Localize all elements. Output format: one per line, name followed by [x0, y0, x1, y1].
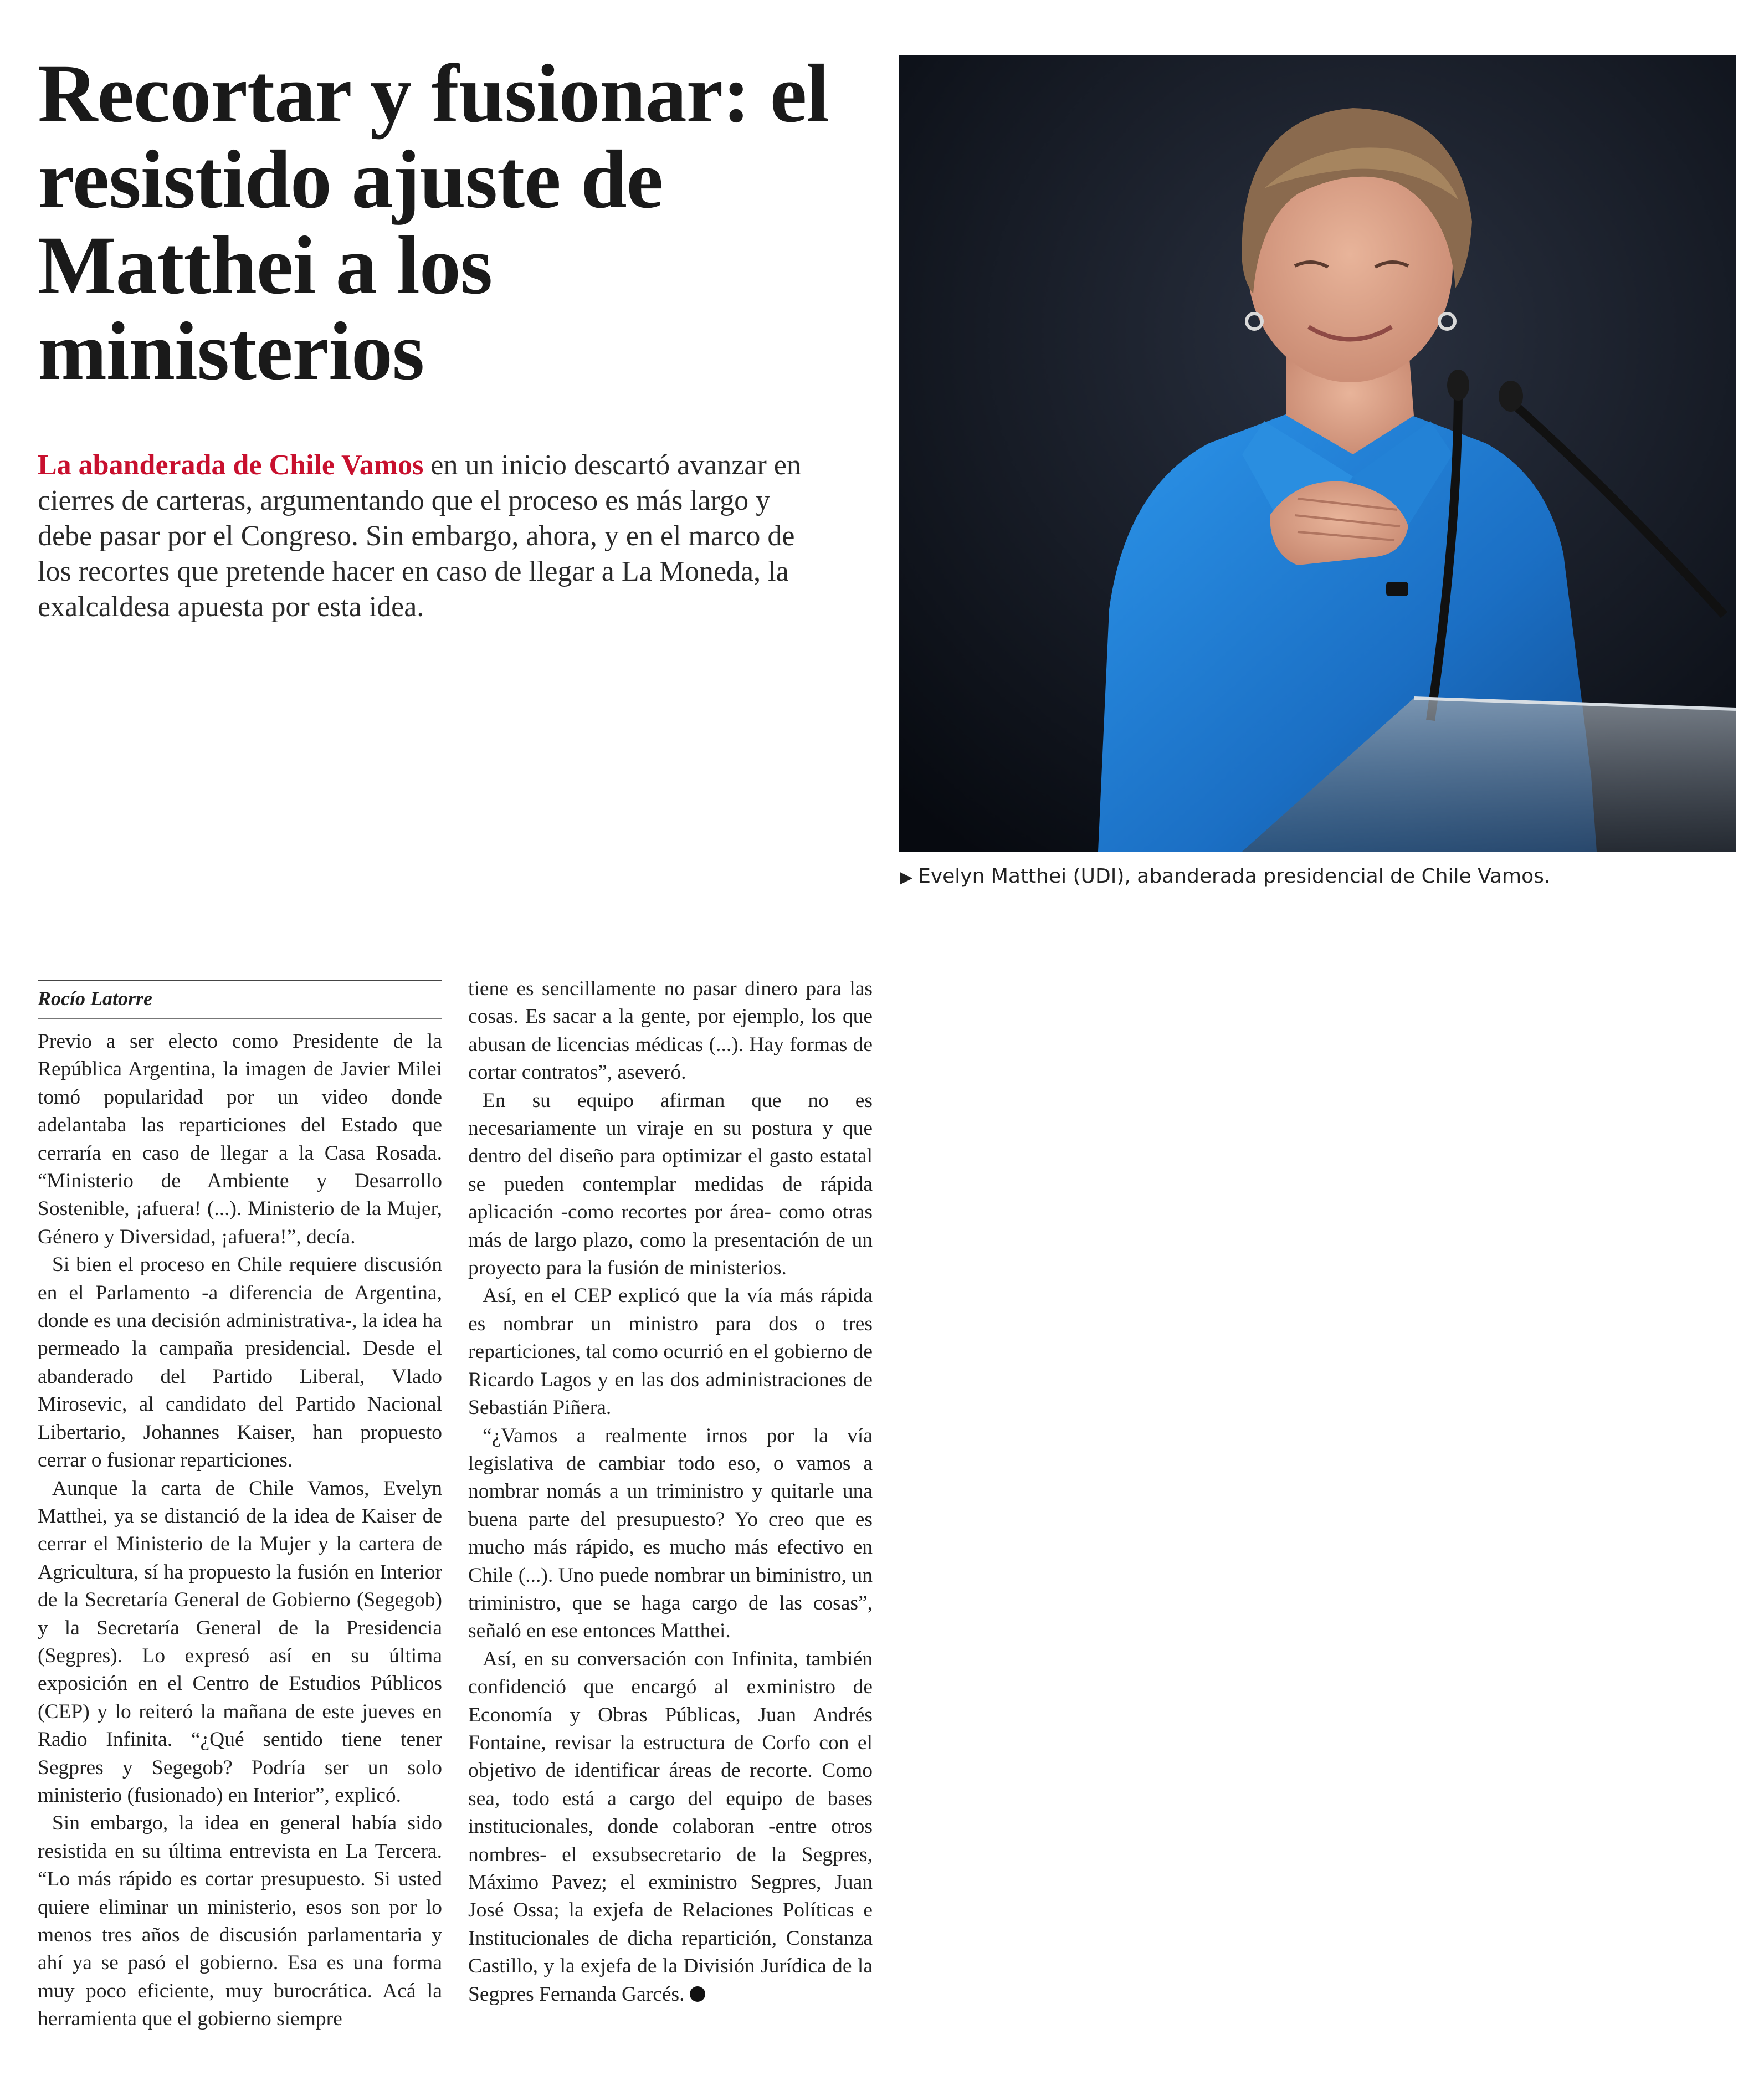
paragraph: “¿Vamos a realmente irnos por la vía legislativa de cambiar todo eso, o vamos a nombrar nomás a un triministro y quitarle una buena parte del presupuesto? Yo creo que es mucho más rápido, es mucho más efectivo en Chile (...). Uno puede nombrar un biministro, un triministro, que se haga cargo de las cosas”, señaló en ese entonces Matthei.	[468, 1424, 873, 1643]
deck-lead: La abanderada de Chile Vamos	[38, 449, 424, 481]
paragraph-text: Así, en su conversación con Infinita, también confidenció que encargó al exministro de Economía y Obras Públicas, Juan Andrés Fontaine, revisar la estructura de Corfo con el objetivo de identificar áreas de recorte. Como sea, todo está a cargo del equipo de bases institucionales, donde colaboran -entre otros nombres- el exsubsecretario de la Segpres, Máximo Pavez; el exministro Segpres, Juan José Ossa; la exjefa de Relaciones Políticas e Institucionales de dicha repartición, Constanza Castillo, y la exjefa de la División Jurídica de la Segpres Fernanda Garcés.	[468, 1647, 873, 2006]
body-column-2	[468, 975, 873, 2008]
paragraph: Si bien el proceso en Chile requiere discusión en el Parlamento -a diferencia de Argentina, donde es una decisión administrativa-, la idea ha permeado la campaña presidencial. Desde el abanderado del Partido Liberal, Vlado Mirosevic, al candidato del Partido Nacional Libertario, Johannes Kaiser, han propuesto cerrar o fusionar reparticiones.	[38, 1253, 442, 1472]
deck-text: en un inicio descartó avanzar en cierres de carteras, argumentando que el proceso es más largo y debe pasar por el Congreso. Sin embargo, ahora, y en el marco de los recortes que pretende hacer en caso de llegar a La Moneda, la exalcaldesa apuesta por esta idea.	[38, 449, 801, 623]
body-column-1	[38, 1028, 442, 2033]
headline: Recortar y fusionar: el resistido ajuste de Matthei a los ministerios	[38, 48, 829, 397]
paragraph: tiene es sencillamente no pasar dinero para las cosas. Es sacar a la gente, por ejemplo, los que abusan de licencias médicas (...). Hay formas de cortar contratos”, aseveró.	[468, 977, 873, 1084]
caption-arrow-icon: ▶	[900, 868, 913, 887]
paragraph: Sin embargo, la idea en general había sido resistida en su última entrevista en La Tercera. “Lo más rápido es cortar presupuesto. Si usted quiere eliminar un ministerio, esos son por lo menos tres años de discusión parlamentaria y ahí ya se pasó el gobierno. Esa es una forma muy poco eficiente, muy burocrática. Acá la herramienta que el gobierno siempre	[38, 1812, 442, 2031]
paragraph	[468, 1646, 873, 2008]
deck	[38, 448, 813, 625]
end-mark-icon	[690, 1986, 705, 2002]
paragraph: Así, en el CEP explicó que la vía más rápida es nombrar un ministro para dos o tres reparticiones, tal como ocurrió en el gobierno de Ricardo Lagos y en las dos administraciones de Sebastián Piñera.	[468, 1284, 873, 1419]
photo-caption	[900, 864, 1742, 890]
article-photo	[899, 55, 1736, 852]
paragraph: Aunque la carta de Chile Vamos, Evelyn Matthei, ya se distanció de la idea de Kaiser de cerrar el Ministerio de la Mujer y la cartera de Agricultura, sí ha propuesto la fusión en Interior de la Secretaría General de Gobierno (Segegob) y la Secretaría General de la Presidencia (Segpres). Lo expresó así en su última exposición en el Centro de Estudios Públicos (CEP) y lo reiteró la mañana de este jueves en Radio Infinita. “¿Qué sentido tiene tener Segpres y Segegob? Podría ser un solo ministerio (fusionado) en Interior”, explicó.	[38, 1477, 442, 1807]
paragraph: Previo a ser electo como Presidente de la República Argentina, la imagen de Javier Milei tomó popularidad por un video donde adelantaba las reparticiones del Estado que cerraría en caso de llegar a la Casa Rosada. “Ministerio de Ambiente y Desarrollo Sostenible, ¡afuera! (...). Ministerio de la Mujer, Género y Diversidad, ¡afuera!”, decía.	[38, 1030, 442, 1248]
paragraph: En su equipo afirman que no es necesariamente un viraje en su postura y que dentro del diseño para optimizar el gasto estatal se pueden contemplar medidas de rápida aplicación -como recortes por área- como otras más de largo plazo, como la presentación de un proyecto para la fusión de ministerios.	[468, 1089, 873, 1280]
byline: Rocío Latorre	[38, 980, 442, 1019]
caption-text: Evelyn Matthei (UDI), abanderada presidencial de Chile Vamos.	[918, 865, 1551, 888]
photo-evelyn-matthei	[899, 55, 1736, 852]
